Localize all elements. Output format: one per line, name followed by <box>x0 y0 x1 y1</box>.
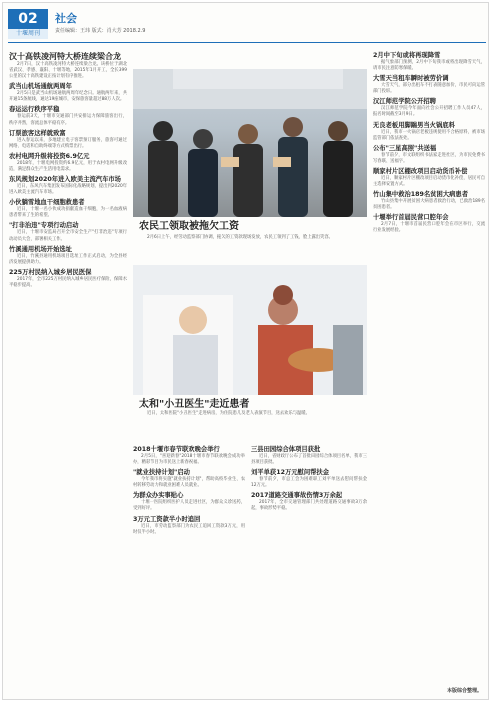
article-headline: 三县田园综合体项目获批 <box>251 446 321 453</box>
article-headline: 3万元工资款半小时追回 <box>133 515 201 523</box>
article-headline: 竹溪通用机场开始选址 <box>9 245 72 253</box>
article-headline: 竹山集中救治189名贫困大病患者 <box>373 191 469 199</box>
article-headline: 武当山机场通航两周年 <box>9 83 72 91</box>
article-headline: "打非治违"专项行动启动 <box>9 222 79 230</box>
photo-workers-image <box>133 69 367 217</box>
section-title: 社会 <box>55 12 77 25</box>
article-headline: 为群众办实事贴心 <box>133 492 184 500</box>
article-body: 2月5日，"喜迎新春"2018十堰市春节联欢晚会成功举办，精彩节目为市民送上新春祝福。 <box>133 454 245 466</box>
article-body: 今年我市将实施"就业扶持计划"，帮助高校毕业生、农村转移劳动力和就业困难人员就业。 <box>133 477 245 489</box>
article-body: 十堰一医院组织医护人员走进社区，为群众义诊送药，受到好评。 <box>133 500 245 512</box>
editor-meta: 责任编辑：王玮 版式：肖大芳 2018.2.9 <box>55 28 146 34</box>
photo1-caption: 农民工领取被拖欠工资 <box>139 221 239 232</box>
article-headline: 公布"三星高照"共送福 <box>373 144 437 152</box>
article-headline: 2017道路交通事故伤情3万余起 <box>251 492 343 500</box>
article-body: 近日，我市一火锅店老板违规使用不合格原料，被市场监管部门依法查处。 <box>373 129 485 141</box>
article-body: 春节前夕，市文联组织书法家走进社区，为市民免费书写春联、送福字。 <box>373 152 485 164</box>
article-body: 近日，竹溪县通用机场项目选址工作正式启动，为全县经济发展提供助力。 <box>9 253 127 265</box>
article-headline: 无良老板用脚踹男当火锅底料 <box>373 121 455 129</box>
article-body: 大雪天气，部分出租车不打表随意加价，市民可向运管部门投诉。 <box>373 83 485 95</box>
article-body: 近日，十堰一名小伙成功捐献造血干细胞，为一名血液病患者带来了生的希望。 <box>9 207 127 219</box>
article-headline: 刘平单获12万元慰问帮扶金 <box>251 469 330 477</box>
photo-workers <box>133 69 367 217</box>
article-body: 2017年，全市交通管理部门共处理道路交通事故3万余起，事故形势平稳。 <box>251 500 367 512</box>
header-rule <box>8 42 486 43</box>
article-body: 2月5日是武当山机场通航两周年纪念日。通航两年来，共开通15条航线，通达19座城市，安保旅客量超过88万人次。 <box>9 91 127 103</box>
page-header <box>3 3 489 43</box>
article-headline: 十堰举行首届民营口腔年会 <box>373 214 449 222</box>
article-headline: 汉十高铁凌河特大桥连续梁合龙 <box>9 52 121 61</box>
article-headline: 小伙躺雪地血干细胞救患者 <box>9 199 85 207</box>
paper-name: 十堰周刊 <box>8 29 48 39</box>
article-headline: "就业扶持计划"启动 <box>133 469 190 477</box>
photo2-text: 近日，太和医院"小丑医生"走进病房，为住院患儿及老人表演节目，送去欢乐与温暖。 <box>147 411 310 416</box>
footer-note: 本版综合整理。 <box>446 688 482 694</box>
article-body: 据气象部门预测，2月中下旬我市或将出现降雪天气，请市民注意防寒保暖。 <box>373 60 485 72</box>
article-body: 2月7日，十堰市首届民营口腔年会在市区举行，交流行业发展经验。 <box>373 222 485 234</box>
center-left-column <box>133 443 245 693</box>
article-body: 近日，市劳动监察部门为农民工追回工资款3万元，用时仅半小时。 <box>133 523 245 535</box>
article-headline: 春运运行秩序平稳 <box>9 106 60 114</box>
photo2-caption: 太和"小丑医生"走近患者 <box>139 399 250 410</box>
article-body: 近日，省财政厅公布了首批田园综合体项目名单，我市三县项目获批。 <box>251 454 367 466</box>
article-body: 春运前3天，十堰市交通部门共安排运力保障旅客出行，秩序井然，客流总体平稳有序。 <box>9 114 127 126</box>
article-body: 进入春运以来，多地建立电子客票预订服务，旅客可通过网络、电话和自助终端等方式购票出行。 <box>9 137 127 149</box>
article-body: 春节前夕，市总工会为困难职工刘平单送去慰问帮扶金12万元。 <box>251 477 367 489</box>
article-body: 2月7日，汉十高铁凌河特大桥连续梁合龙。该桥位于湖北省武汉、孝感、襄阳、十堰等地，2015年1月开工，全长399公里的汉十高铁建设正按计划有序推进。 <box>9 62 127 80</box>
article-body: 近日，十堰市安监局召开全市安全生产"打非治违"专项行动动员大会，部署相关工作。 <box>9 230 127 242</box>
newspaper-page <box>2 2 489 700</box>
article-body: 汉江师范学院今年面向社会公开招聘工作人员47人，报名时间截至3月9日。 <box>373 106 485 118</box>
article-body: 竹山县集中开展贫困大病患者救治行动，已救治189名贫困患者。 <box>373 199 485 211</box>
article-body: 近日，顺家村片区棚改项目启动货币化补偿，居民可自主选择安置方式。 <box>373 175 485 188</box>
article-headline: 2018十堰市春节联欢晚会举行 <box>133 446 220 453</box>
left-column <box>9 49 127 695</box>
article-headline: 农村电网升级将投资6.9亿元 <box>9 152 90 160</box>
center-right-column <box>251 443 367 693</box>
article-body: 近日，东风汽车集团发布国际化战略规划，提出到2020年进入欧美主流汽车市场。 <box>9 184 127 196</box>
article-body: 2018年，十堰电网投资约6.9亿元，用于农村电网升级改造，满足群众生产生活用电需求。 <box>9 160 127 172</box>
article-headline: 225万村民纳入城乡居民医保 <box>9 268 92 276</box>
right-column <box>373 49 485 689</box>
article-headline: 顺家村片区棚改项目启动货币补偿 <box>373 167 468 175</box>
article-headline: 2月中下旬或将再现降雪 <box>373 52 441 59</box>
page-number: 02 <box>8 9 48 29</box>
photo1-text: 2月6日上午，经劳动监察部门协调，拖欠的工资款现场发放，农民工领到了工钱，脸上露出笑容。 <box>147 235 333 240</box>
article-body: 2017年，全市225万村民纳入城乡居民医疗保险，保障水平稳步提高。 <box>9 276 127 288</box>
article-headline: 订票旅客这样就致富 <box>9 129 66 137</box>
photo-clown-doctor <box>133 265 367 395</box>
article-headline: 东风规划2020年进入欧美主流汽车市场 <box>9 176 121 184</box>
article-headline: 大雪天当租车瞬时被劳价调 <box>373 75 449 83</box>
article-headline: 汉江师范学院公开招聘 <box>373 98 436 106</box>
photo-clown-image <box>133 265 367 395</box>
